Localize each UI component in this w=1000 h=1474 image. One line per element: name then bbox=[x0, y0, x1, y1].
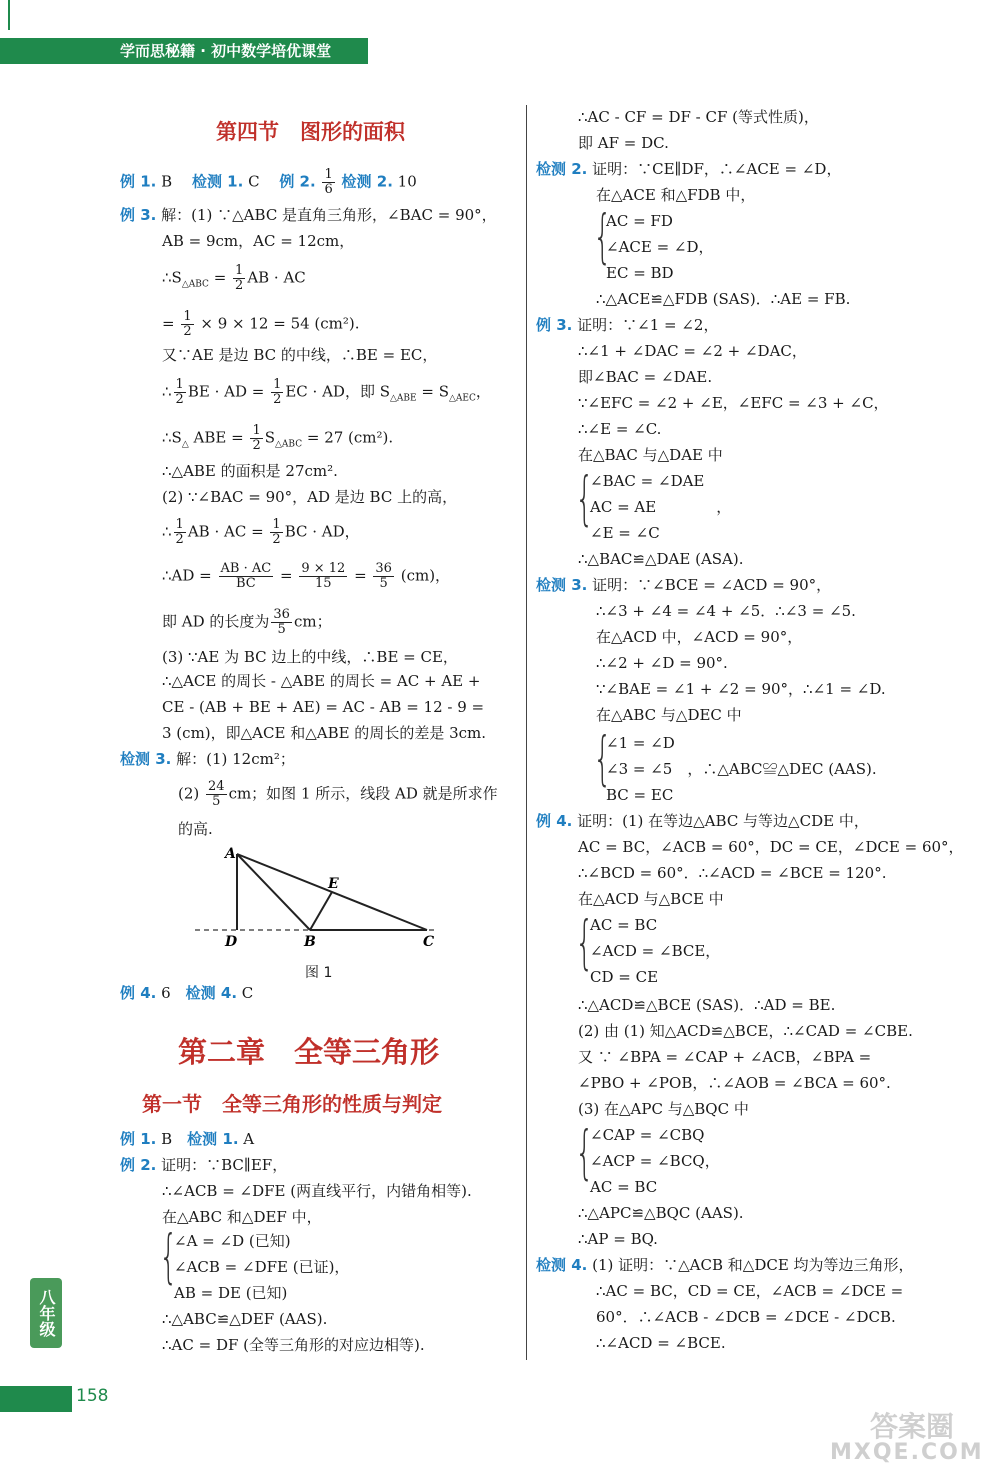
solution-line: 在△ABC 与△DEC 中 bbox=[596, 706, 742, 724]
solution-line: 检测 3. 证明：∵∠BCE = ∠ACD = 90°， bbox=[536, 576, 832, 594]
answer-line: 例 4. 6 检测 4. C bbox=[120, 984, 254, 1002]
solution-line: ∴△ABC≌△DEF (AAS). bbox=[162, 1310, 328, 1328]
condition-line: AC = AE ， bbox=[590, 498, 732, 516]
point-b-label: B bbox=[304, 934, 316, 950]
solution-line: 在△ACE 和△FDB 中， bbox=[596, 186, 756, 204]
condition-line: ∠BAC = ∠DAE bbox=[590, 472, 705, 490]
header-bar bbox=[0, 38, 368, 64]
solution-line: ∴AP = BQ. bbox=[578, 1230, 658, 1248]
solution-line: $\therefore S_\triangle$ ABE = $\frac{1}{2}$ $S_{\triangle ABC} = 27$ (cm²). bbox=[162, 423, 394, 453]
solution-line: 即 AD 的长度为 $\frac{36}{5}$ cm； bbox=[162, 607, 332, 637]
point-d-label: D bbox=[225, 934, 238, 950]
solution-line: 检测 4. (1) 证明：∵△ACB 和△DCE 均为等边三角形， bbox=[536, 1256, 914, 1274]
solution-line: ∴AC = DF (全等三角形的对应边相等). bbox=[162, 1336, 425, 1354]
solution-line: ∴ $\frac{1}{2}$ AB · AC = $\frac{1}{2}$ BC · AD， bbox=[162, 517, 360, 547]
solution-line: (3) ∵AE 为 BC 边上的中线，∴BE = CE， bbox=[162, 648, 458, 666]
solution-line: (2) ∵∠BAC = 90°，AD 是边 BC 上的高， bbox=[162, 488, 458, 506]
solution-line: 60°．∴∠ACB - ∠DCB = ∠DCE - ∠DCB. bbox=[596, 1308, 896, 1326]
header-title: 学而思秘籍 · 初中数学培优课堂 bbox=[120, 42, 332, 60]
solution-line: (2) 由 (1) 知△ACD≌△BCE，∴∠CAD = ∠CBE. bbox=[578, 1022, 913, 1040]
condition-line: ∠CAP = ∠CBQ bbox=[590, 1126, 705, 1144]
brace-icon: { bbox=[159, 1222, 178, 1290]
solution-line: 即 AF = DC. bbox=[578, 134, 669, 152]
figure-caption: 图 1 bbox=[305, 965, 333, 981]
brace-icon: { bbox=[575, 1118, 594, 1186]
solution-line: (2) $\frac{24}{5}$ cm；如图 1 所示，线段 AD 就是所求作 bbox=[178, 779, 498, 809]
solution-line: 的高. bbox=[178, 820, 213, 838]
solution-line: ∴∠ACD = ∠BCE. bbox=[596, 1334, 726, 1352]
section-title-area: 第四节 图形的面积 bbox=[216, 120, 405, 144]
solution-line: 在△ABC 和△DEF 中， bbox=[162, 1208, 322, 1226]
solution-line: 例 3. 解：(1) ∵△ABC 是直角三角形，∠BAC = 90°， bbox=[120, 206, 497, 224]
solution-line: ∴∠1 + ∠DAC = ∠2 + ∠DAC， bbox=[578, 342, 807, 360]
watermark-url: MXQE.COM bbox=[830, 1440, 984, 1465]
condition-line: ∠ACD = ∠BCE， bbox=[590, 942, 721, 960]
solution-line: ∴∠E = ∠C. bbox=[578, 420, 662, 438]
solution-line: 又 ∵ ∠BPA = ∠CAP + ∠ACB，∠BPA = bbox=[578, 1048, 872, 1066]
condition-line: ∠ACB = ∠DFE (已证)， bbox=[174, 1258, 350, 1276]
section-title-congruent: 第一节 全等三角形的性质与判定 bbox=[142, 1092, 442, 1116]
solution-line: ∴AD = $\frac{AB \cdot AC}{BC}$ = $\frac{9 \times 12}{15}$ = $\frac{36}{5}$ (cm)， bbox=[162, 561, 451, 591]
solution-line: 例 2. 证明：∵BC∥EF， bbox=[120, 1156, 288, 1174]
label: 例 1. bbox=[120, 172, 157, 191]
answer: 10 bbox=[392, 172, 417, 191]
label: 检测 2. bbox=[341, 172, 393, 191]
answer-line: 例 1. B 检测 1. A bbox=[120, 1130, 255, 1148]
solution-line: 3 (cm)，即△ACE 和△ABE 的周长的差是 3cm. bbox=[162, 724, 487, 742]
point-c-label: C bbox=[423, 934, 435, 950]
solution-line: = $\frac{1}{2}$ × 9 × 12 = 54 (cm²). bbox=[162, 309, 360, 339]
condition-line: BC = EC bbox=[606, 786, 674, 804]
solution-line: ∴△BAC≌△DAE (ASA). bbox=[578, 550, 744, 568]
label: 例 2. bbox=[279, 172, 316, 191]
solution-line: AC = BC，∠ACB = 60°，DC = CE，∠DCE = 60°， bbox=[578, 838, 964, 856]
solution-line: $\therefore S_{\triangle ABC}$ = $\frac{1}{2}$ AB · AC bbox=[162, 263, 306, 293]
page-number: 158 bbox=[76, 1386, 109, 1406]
header-accent-line bbox=[8, 0, 10, 30]
solution-line: ∵∠EFC = ∠2 + ∠E，∠EFC = ∠3 + ∠C， bbox=[578, 394, 889, 412]
solution-line: ∠PBO + ∠POB，∴∠AOB = ∠BCA = 60°. bbox=[578, 1074, 891, 1092]
solution-line: ∴∠2 + ∠D = 90°. bbox=[596, 654, 728, 672]
solution-line: ∴△APC≌△BQC (AAS). bbox=[578, 1204, 744, 1222]
solution-line: 例 4. 证明：(1) 在等边△ABC 与等边△CDE 中， bbox=[536, 812, 869, 830]
grade-tab: 八年级 bbox=[30, 1278, 62, 1348]
condition-line: AC = BC bbox=[590, 916, 658, 934]
solution-line: ∴∠BCD = 60°．∴∠ACD = ∠BCE = 120°. bbox=[578, 864, 887, 882]
condition-line: ∠1 = ∠D bbox=[606, 734, 675, 752]
solution-line: 又∵AE 是边 BC 的中线，∴BE = EC， bbox=[162, 346, 438, 364]
footer-bar bbox=[0, 1386, 72, 1412]
condition-line: ∠A = ∠D (已知) bbox=[174, 1232, 291, 1250]
brace-icon: { bbox=[575, 908, 594, 976]
point-a-label: A bbox=[225, 846, 236, 862]
condition-line: AC = BC bbox=[590, 1178, 658, 1196]
solution-line: ∴△ABE 的面积是 27cm². bbox=[162, 462, 338, 480]
brace-icon: { bbox=[593, 724, 612, 792]
brace-icon: { bbox=[593, 202, 612, 270]
solution-line: ∴AC - CF = DF - CF (等式性质)， bbox=[578, 108, 819, 126]
chapter-title: 第二章 全等三角形 bbox=[178, 1035, 440, 1069]
condition-line: ∠ACE = ∠D， bbox=[606, 238, 714, 256]
figure-1-triangle bbox=[195, 842, 445, 952]
answer: C bbox=[243, 172, 275, 191]
column-divider bbox=[526, 105, 527, 1360]
fraction: $\frac{1}{6}$ bbox=[324, 167, 333, 197]
brace-icon: { bbox=[575, 464, 594, 532]
label: 检测 1. bbox=[191, 172, 244, 191]
watermark-logo: 答案圈 bbox=[870, 1410, 955, 1443]
solution-line: 即∠BAC = ∠DAE. bbox=[578, 368, 713, 386]
solution-line: 检测 3. 解：(1) 12cm²； bbox=[120, 750, 295, 768]
solution-line: ∴AC = BC，CD = CE，∠ACB = ∠DCE = bbox=[596, 1282, 904, 1300]
condition-line: AB = DE (已知) bbox=[174, 1284, 288, 1302]
condition-line: ∠ACP = ∠BCQ， bbox=[590, 1152, 720, 1170]
condition-line: ∠3 = ∠5 ，∴△ABC≌△DEC (AAS). bbox=[606, 760, 877, 778]
solution-line: 例 3. 证明：∵∠1 = ∠2， bbox=[536, 316, 719, 334]
solution-line: CE - (AB + BE + AE) = AC - AB = 12 - 9 = bbox=[162, 698, 485, 716]
solution-line: ∴∠3 + ∠4 = ∠4 + ∠5．∴∠3 = ∠5. bbox=[596, 602, 856, 620]
condition-line: EC = BD bbox=[606, 264, 674, 282]
condition-line: AC = FD bbox=[606, 212, 673, 230]
solution-line: 在△BAC 与△DAE 中 bbox=[578, 446, 723, 464]
solution-line: 在△ACD 中，∠ACD = 90°， bbox=[596, 628, 803, 646]
solution-line: 检测 2. 证明：∵CE∥DF，∴∠ACE = ∠D， bbox=[536, 160, 842, 178]
solution-line: ∴△ACE 的周长 - △ABE 的周长 = AC + AE + bbox=[162, 672, 481, 690]
point-e-label: E bbox=[328, 876, 339, 892]
condition-line: ∠E = ∠C bbox=[590, 524, 660, 542]
solution-line: ∴△ACE≌△FDB (SAS)．∴AE = FB. bbox=[596, 290, 851, 308]
solution-line: ∵∠BAE = ∠1 + ∠2 = 90°，∴∠1 = ∠D. bbox=[596, 680, 886, 698]
solution-line: 在△ACD 与△BCE 中 bbox=[578, 890, 724, 908]
solution-line: ∴ $\frac{1}{2}$ BE · AD = $\frac{1}{2}$ EC · AD，即 $S_{\triangle ABE} = S_{\triangle AEC}$， bbox=[162, 377, 491, 407]
solution-line: (3) 在△APC 与△BQC 中 bbox=[578, 1100, 749, 1118]
solution-line: ∴△ACD≌△BCE (SAS)．∴AD = BE. bbox=[578, 996, 836, 1014]
answer: B bbox=[156, 172, 188, 191]
solution-line: ∴∠ACB = ∠DFE (两直线平行，内错角相等). bbox=[162, 1182, 472, 1200]
solution-line: AB = 9cm，AC = 12cm， bbox=[162, 232, 355, 250]
answer-line bbox=[120, 168, 417, 197]
condition-line: CD = CE bbox=[590, 968, 659, 986]
